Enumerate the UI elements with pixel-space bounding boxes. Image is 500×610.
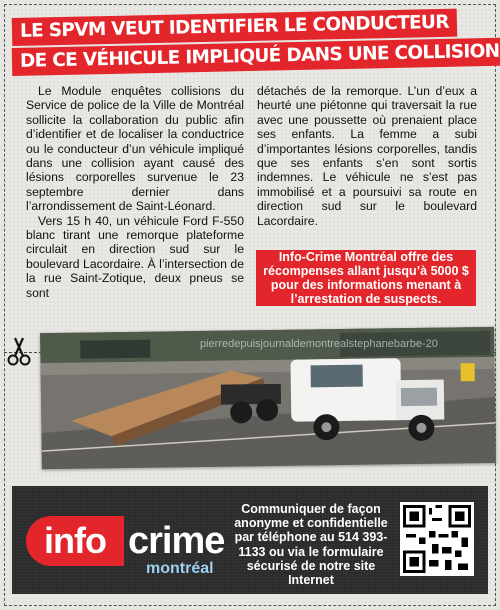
logo-crime-text: crime — [128, 520, 225, 562]
qr-code[interactable] — [400, 502, 474, 576]
headline-line-1: LE SPVM VEUT IDENTIFIER LE CONDUCTEUR — [12, 9, 457, 46]
article-column-2 — [257, 84, 477, 228]
logo-info-text: info — [26, 516, 124, 566]
reward-promo-box — [256, 250, 476, 306]
logo-city-text: montréal — [146, 560, 214, 577]
article-paragraph: Vers 15 h 40, un véhicule Ford F-550 blanc tirant une remorque plateforme circulait en direction sud sur le boulevard Lacordaire. À l’intersection de la rue Saint-Zotique, deux pneus se sont — [26, 213, 244, 300]
scissors-icon — [6, 336, 32, 366]
photo-watermark: pierredepuisjournaldemontrealstephanebarbe-20 — [200, 338, 438, 350]
headline — [12, 11, 500, 74]
article-paragraph: Le Module enquêtes collisions du Service de police de la Ville de Montréal sollicite la collaboration du public afin d’identifier et de localiser la conductrice ou le conducteur d’un véhicule impliqué dans une collision ayant causé des lésions corporelles survenue le 23 septembre dernier dans l’arrondissement de Saint-Léonard. — [26, 84, 244, 214]
contact-text: Communiquer de façon anonyme et confidentielle par téléphone au 514 393-1133 ou via le formulaire sécurisé de notre site Internet — [234, 502, 388, 588]
infocrime-logo — [26, 516, 226, 580]
article-column-1 — [26, 84, 244, 300]
footer-banner — [12, 486, 488, 594]
article-paragraph: détachés de la remorque. L’un d’eux a heurté une piétonne qui traversait la rue avec une poussette où prenaient place ses enfants. La femme a subi d’importantes lésions corporelles, tandis que ses enfants s’en sont sortis indemnes. Le véhicule ne s’est pas immobilisé et a poursuivi sa route en direction sud sur le boulevard Lacordaire. — [257, 84, 477, 228]
headline-line-2: DE CE VÉHICULE IMPLIQUÉ DANS UNE COLLISION — [12, 38, 500, 76]
reward-promo-text: Info-Crime Montréal offre des récompenses allant jusqu’à 5000 $ pour des informations menant à l’arrestation de suspects. — [263, 250, 469, 306]
